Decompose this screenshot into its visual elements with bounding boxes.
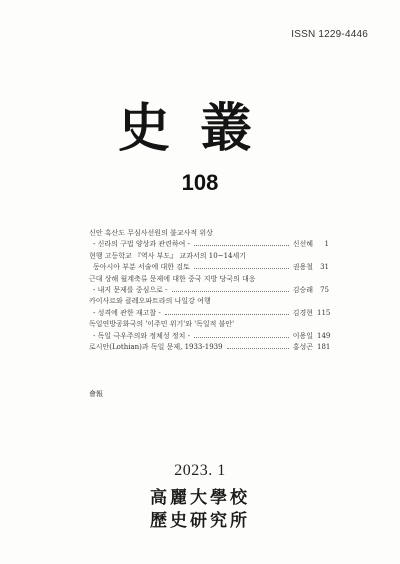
toc-entry-text: - 독일 극우주의와 정체성 정치 - [93, 331, 190, 340]
toc-entry [89, 274, 329, 285]
toc-entry-text: - 신라의 구법 양상과 관련하여 - [93, 240, 190, 249]
toc-entry [89, 296, 329, 307]
toc-entry [89, 251, 329, 262]
toc-entry-text: 카이사르와 클레오파트라의 나일강 여행 [89, 297, 211, 306]
toc-entry-text: - 성격에 관한 재고찰 - [93, 308, 161, 317]
table-of-contents [89, 228, 329, 353]
toc-entry [89, 342, 329, 353]
toc-entry-text: 로시안(Lothian)과 독일 문제, 1933-1939 [89, 342, 223, 351]
toc-leader-dots [194, 337, 289, 338]
toc-entry-author: 신선혜 [292, 240, 313, 249]
toc-leader-dots [227, 348, 289, 349]
toc-entry-author: 김경현 [292, 308, 313, 317]
toc-entry-author: 이용일 [292, 331, 313, 340]
toc-entry-text: 현행 고등학교 『역사 부도』 교과서의 10~14세기 [89, 251, 246, 260]
publisher-university: 高麗大學校 [150, 488, 250, 508]
toc-entry [89, 308, 329, 319]
toc-entry [89, 285, 329, 296]
toc-entry-text: 동아시아 부분 서술에 대한 검토 [93, 263, 190, 272]
issn-label: ISSN 1229-4446 [291, 29, 368, 40]
toc-leader-dots [165, 314, 289, 315]
toc-entry-text: 근대 상해 월계축류 문제에 대한 중국 지방 당국의 대응 [89, 274, 256, 283]
toc-entry-text: 신안 흑산도 무심사선원의 불교사적 위상 [89, 229, 213, 237]
toc-entry-page: 31 [320, 263, 329, 272]
issue-number: 108 [181, 170, 219, 195]
toc-entry-author: 김승래 [292, 285, 313, 294]
toc-leader-dots [172, 291, 289, 292]
toc-entry-author: 권용철 [292, 263, 313, 272]
toc-entry-page: 149 [317, 331, 331, 340]
misc-section-label: 會報 [89, 390, 103, 398]
toc-leader-dots [194, 245, 289, 246]
toc-entry-page: 181 [317, 342, 331, 351]
toc-entry [89, 331, 329, 342]
toc-entry-author: 홍성곤 [292, 342, 313, 351]
toc-entry-text: 독일연방공화국의 '이주민 위기'와 '독일적 불안' [89, 320, 235, 329]
journal-title-logo: 史叢 [117, 98, 282, 159]
toc-entry [89, 239, 329, 250]
toc-entry [89, 228, 329, 239]
toc-entry-page: 75 [320, 285, 329, 294]
toc-entry-text: - 내지 문제를 중심으로 - [93, 285, 168, 294]
toc-entry [89, 319, 329, 330]
publication-date: 2023. 1 [174, 462, 226, 479]
publisher-institute: 歷史研究所 [150, 511, 250, 531]
toc-entry-page: 1 [324, 240, 329, 249]
toc-entry-page: 115 [317, 308, 331, 317]
publisher [0, 487, 400, 533]
toc-entry [89, 262, 329, 273]
toc-leader-dots [194, 268, 289, 269]
